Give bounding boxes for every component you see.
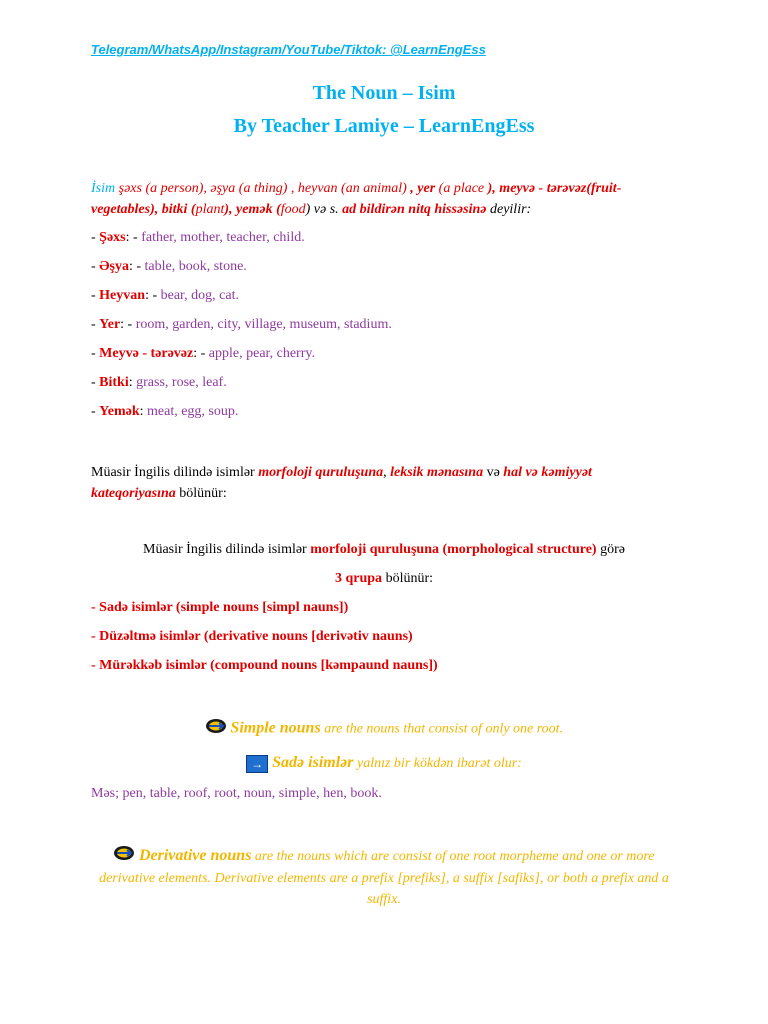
simple-definition: Simple nouns are the nouns that consist of only one root. [0, 718, 768, 741]
category-line: - Yemək: meat, egg, soup. [91, 404, 239, 419]
title-author: By Teacher Lamiye – LearnEngEss [233, 115, 535, 137]
category-line: - Meyvə - tərəvəz: - apple, pear, cherry. [91, 346, 315, 361]
category-line: - Bitki: grass, rose, leaf. [91, 375, 227, 390]
morph-count-line: 3 qrupa bölünür: [334, 571, 434, 586]
derivative-definition: Derivative nouns are the nouns which are consist of one root morpheme and one or more derivative elements. Derivative elements are a prefix [prefiks], a suffix [safiks], or both a prefix and a suffix. [99, 847, 669, 908]
pointing-hand-icon [113, 845, 135, 868]
category-line: - Şəxs: - father, mother, teacher, child. [91, 230, 305, 245]
division-paragraph: Müasir İngilis dilində isimlər morfoloji quruluşuna, leksik mənasına və hal və kəmiyyət kateqoriyasına bölünür: [91, 465, 592, 501]
intro-isim: İsim [91, 181, 116, 196]
arrow-right-icon: → [246, 755, 268, 773]
group-compound: - Mürəkkəb isimlər (compound nouns [kəmpaund nauns]) [91, 658, 438, 673]
simple-examples: Məs; pen, table, roof, root, noun, simple, hen, book. [91, 786, 382, 801]
sade-definition: → Sadə isimlər yalnız bir kökdən ibarət olur: [0, 753, 768, 774]
title-main: The Noun – Isim [312, 82, 456, 104]
morph-line: Müasir İngilis dilində isimlər morfoloji quruluşuna (morphological structure) görə [143, 542, 625, 557]
group-derivative: - Düzəltmə isimlər (derivative nouns [derivətiv nauns) [91, 629, 413, 644]
category-line: - Heyvan: - bear, dog, cat. [91, 288, 239, 303]
pointing-hand-icon [205, 718, 227, 741]
category-line: - Yer: - room, garden, city, village, museum, stadium. [91, 317, 392, 332]
group-simple: - Sadə isimlər (simple nouns [simpl nauns]) [91, 600, 349, 615]
category-line: - Əşya: - table, book, stone. [91, 259, 247, 274]
social-links[interactable]: Telegram/WhatsApp/Instagram/YouTube/Tiktok: @LearnEngEss [91, 42, 486, 57]
intro-paragraph: İsim şəxs (a person), əşya (a thing) , heyvan (an animal) , yer (a place ), meyvə - tərəvəz(fruit-vegetables), bitki (plant), yemək (food) və s. ad bildirən nitq hissəsinə deyilir: [91, 181, 622, 217]
